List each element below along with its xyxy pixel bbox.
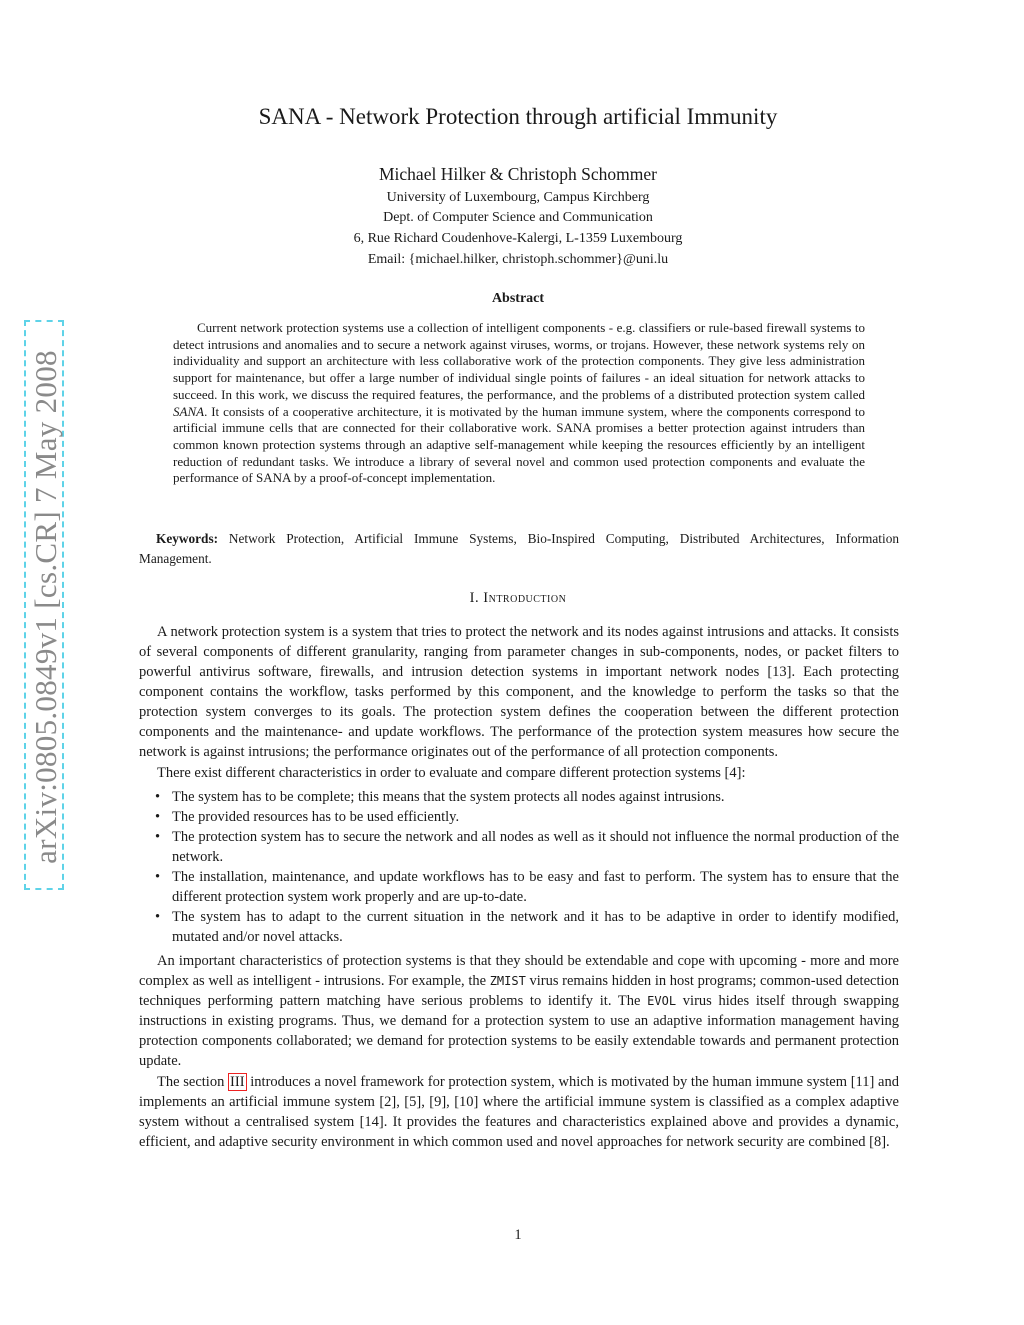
keywords xyxy=(139,529,899,569)
section-title: Introduction xyxy=(483,590,567,606)
abstract-text: Current network protection systems use a collection of intelligent components - e.g. classifiers or rule-based firewall systems to detect intrusions and anomalies and to secure a network against viruses, worms, or trojans. However, these network systems rely on individuality and support an architecture with less collaborative work of the protection components. They give less administration support for maintenance, but offer a large number of individual single points of failures - an ideal situation for network attacks to succeed. In this work, we discuss the required features, the performance, and the problems of a distributed protection system called SANA. It consists of a cooperative architecture, it is motivated by the human immune system, where the components correspond to artificial immune cells that are connected for their collaborative work. SANA promises a better protection against intruders than common known protection systems through an adaptive self-management while keeping the resources efficiently by an intelligent reduction of redundant tasks. We introduce a library of several novel and common used protection components and evaluate the performance of SANA by a proof-of-concept implementation. xyxy=(173,320,865,486)
affiliation-university: University of Luxembourg, Campus Kirchberg xyxy=(386,190,650,205)
list-item: • The system has to be complete; this means that the system protects all nodes against intrusions. xyxy=(155,789,725,805)
arxiv-stamp[interactable]: arXiv:0805.0849v1 [cs.CR] 7 May 2008 xyxy=(28,350,63,864)
section-number: I. xyxy=(469,590,480,606)
section-reference-link[interactable]: III xyxy=(230,1074,245,1090)
characteristics-list xyxy=(139,787,899,947)
affiliation-email: Email: {michael.hilker, christoph.schommer}@uni.lu xyxy=(367,252,669,267)
affiliation-department: Dept. of Computer Science and Communication xyxy=(383,210,653,225)
keywords-text: Network Protection, Artificial Immune Systems, Bio-Inspired Computing, Distributed Architectures, Information Management. xyxy=(139,531,899,566)
paragraph-intro: A network protection system is a system that tries to protect the network and its nodes against intrusions and attacks. It consists of several components of different granularity, ranging from parameter changes in sub-components, nodes, or packet filters to powerful antivirus software, firewalls, and intrusion detection systems in important network nodes [13]. Each protecting component contains the workflow, tasks performed by this component, and the knowledge to perform the tasks so that the protection system converges to its goals. The protection system defines the cooperation between the different protection components and the maintenance- and update workflows. The performance of the protection system measures how secure the network is against intrusions; the performance originates out of the performance of all protection components. xyxy=(139,624,899,760)
section-heading xyxy=(0,590,1024,607)
body-text xyxy=(139,622,899,1153)
paragraph-framework: The section III introduces a novel framework for protection system, which is motivated by the human immune system [11] and implements an artificial immune system [2], [5], [9], [10] where the artificial immune system is classified as a complex adaptive system without a centralised system [14]. It provides the features and characteristics explained above and provides a dynamic, efficient, and adaptive security environment in which common used and novel approaches for network security are combined [8]. xyxy=(139,1074,899,1150)
paragraph-characteristics: There exist different characteristics in order to evaluate and compare different protection systems [4]: xyxy=(157,765,746,781)
bullet-icon: • xyxy=(155,789,161,805)
evol-code: EVOL xyxy=(647,994,677,1008)
abstract-emphasis: SANA xyxy=(173,403,205,419)
abstract-heading: Abstract xyxy=(491,291,545,306)
affiliation-address: 6, Rue Richard Coudenhove-Kalergi, L-1359 Luxembourg xyxy=(353,231,683,246)
keywords-label: Keywords: xyxy=(156,531,219,546)
page-number: 1 xyxy=(514,1227,522,1243)
list-item: • The protection system has to secure the network and all nodes as well as it should not influence the normal production of the network. xyxy=(155,829,899,865)
list-item: • The installation, maintenance, and update workflows has to be easy and fast to perform. The system has to ensure that the different protection system work properly and are up-to-date. xyxy=(155,869,899,905)
list-item: • The provided resources has to be used efficiently. xyxy=(155,809,460,825)
bullet-icon: • xyxy=(155,869,161,885)
bullet-icon: • xyxy=(155,809,161,825)
paragraph-extendability: An important characteristics of protection systems is that they should be extendable and cope with upcoming - more and more complex as well as intelligent - intrusions. For example, the ZMIST virus remains hidden in host programs; common-used detection techniques performing pattern matching have serious problems to identify it. The EVOL virus hides itself through swapping instructions in existing programs. Thus, we demand for a protection system to use an adaptive information management having protection components collaborated; we demand for protection systems to be easily extendable towards and permanent protection update. xyxy=(139,953,900,1069)
bullet-icon: • xyxy=(155,909,161,925)
list-item: • The system has to adapt to the current situation in the network and it has to be adaptive in order to identify modified, mutated and/or novel attacks. xyxy=(155,909,899,945)
paper-title: SANA - Network Protection through artificial Immunity xyxy=(258,104,778,129)
zmist-code: ZMIST xyxy=(489,974,526,988)
paper-authors: Michael Hilker & Christoph Schommer xyxy=(378,164,657,184)
bullet-icon: • xyxy=(155,829,161,845)
